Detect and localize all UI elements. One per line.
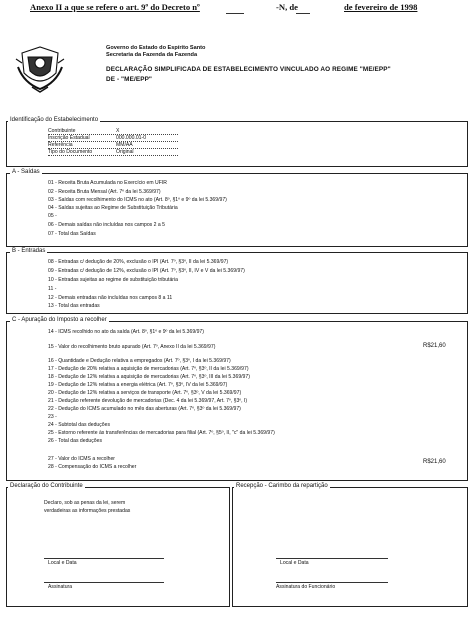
place-date-label: Local e Data: [48, 560, 77, 566]
signature-line: [44, 582, 164, 583]
field-label: Contribuinte: [48, 128, 76, 134]
section-b-title: B - Entradas: [12, 248, 46, 254]
list-item: 20 - Dedução de 12% relativa a serviços de transporte (Art. 7º, §3º, V da lei 5.369/97): [48, 390, 242, 396]
place-date-label: Local e Data: [280, 560, 309, 566]
signature-label: Assinatura do Funcionário: [276, 584, 336, 590]
annex-number: -N, de: [276, 2, 298, 12]
list-item: 03 - Saídas com recolhimento do ICMS no ato (Art. 8º, §1º e 9º da lei 5.369/97): [48, 197, 227, 203]
list-item: 23 -: [48, 414, 57, 420]
list-item: 10 - Entradas sujeitas ao regime de substituição tributária: [48, 277, 178, 283]
state-coat-of-arms-icon: [14, 43, 66, 93]
document-subtitle: DE - "ME/EPP": [106, 76, 153, 83]
list-item: 01 - Receita Bruta Acumulada no Exercício em UFIR: [48, 180, 167, 186]
dotted-line: [48, 141, 178, 142]
signature-label: Assinatura: [48, 584, 73, 590]
list-item: 28 - Compensação do ICMS a recolher: [48, 464, 137, 470]
annex-header: [30, 2, 470, 14]
list-item: 11 -: [48, 286, 57, 292]
section-a-title: A - Saídas: [12, 169, 40, 175]
signature-line: [276, 582, 388, 583]
list-item: 18 - Dedução de 12% relativa a aquisição de mercadorias (Art. 7º, §3º, III da lei 5.369/97): [48, 374, 250, 380]
list-item: 09 - Entradas c/ dedução de 12%, exclusão o IPI (Art. 7º, §3º, II, IV e V da lei 5.369/97): [48, 268, 245, 274]
receipt-title: Recepção - Carimbo da repartição: [236, 483, 328, 489]
list-item: 05 -: [48, 213, 57, 219]
list-item: 17 - Dedução de 20% relativa a aquisição de mercadorias (Art. 7º, §3º, II da lei 5.369/97): [48, 366, 249, 372]
blank-line: [226, 13, 244, 14]
receipt-box: [232, 487, 468, 607]
document-title: DECLARAÇÃO SIMPLIFICADA DE ESTABELECIMENTO VINCULADO AO REGIME "ME/EPP": [106, 66, 391, 73]
list-item: 08 - Entradas c/ dedução de 20%, exclusão o IPI (Art. 7º, §3º, II da lei 5.369/97): [48, 259, 229, 265]
list-item: 14 - ICMS recolhido no ato da saída (Art. 8º, §1º e 9º da lei 5.369/97): [48, 329, 204, 335]
list-item: 16 - Quantidade e Dedução relativa a empregados (Art. 7º, §3º, I da lei 5.369/97): [48, 358, 231, 364]
government-name: Governo do Estado do Espírito Santo: [106, 45, 206, 51]
list-item: 15 - Valor do recolhimento bruto apurado (Art. 7º, Anexo II da lei 5.369/97): [48, 344, 216, 350]
list-item: 25 - Estorno referente às transferências de mercadorias para filial (Art. 7º, §5º, II, "c" da lei 5.369/97): [48, 430, 275, 436]
identification-title: Identificação do Estabelecimento: [10, 117, 99, 123]
declaration-text: Declaro, sob as penas da lei, serem: [44, 500, 126, 506]
field-value: 000.000.01-0: [116, 135, 147, 141]
list-item: 06 - Demais saídas não incluídas nos campos 2 a 5: [48, 222, 165, 228]
list-item: 13 - Total das entradas: [48, 303, 100, 309]
secretariat-name: Secretaria da Fazenda da Fazenda: [106, 52, 198, 58]
field-value: MM/AA: [116, 142, 133, 148]
blank-line: [296, 13, 310, 14]
list-item: 24 - Subtotal das deduções: [48, 422, 111, 428]
field-label: Inscrição Estadual: [48, 135, 90, 141]
field-label: Tipo do Documento: [48, 149, 93, 155]
signature-line: [276, 558, 388, 559]
declaration-text: verdadeiras as informações prestadas: [44, 508, 131, 514]
icms-gross-value: R$21,60: [423, 343, 446, 349]
list-item: 04 - Saídas sujeitas ao Regime de Substituição Tributária: [48, 205, 178, 211]
dotted-line: [48, 148, 178, 149]
dotted-line: [48, 155, 178, 156]
field-value: X: [116, 128, 120, 134]
declaration-title: Declaração do Contribuinte: [10, 483, 83, 489]
list-item: 22 - Dedução do ICMS acumulado no mês das aberturas (Art. 7º, §3º da lei 5.369/97): [48, 406, 241, 412]
dotted-line: [48, 134, 178, 135]
annex-reference: Anexo II a que se refere o art. 9º do Decreto nº: [30, 2, 200, 12]
list-item: 26 - Total das deduções: [48, 438, 102, 444]
signature-line: [44, 558, 164, 559]
annex-date: de fevereiro de 1998: [344, 2, 418, 12]
section-c-title: C - Apuração do Imposto a recolher: [12, 317, 107, 323]
list-item: 21 - Dedução referente devolução de mercadorias (Dec. 4 da lei 5.369/97, Art. 7º, §3º, I): [48, 398, 248, 404]
list-item: 19 - Dedução de 12% relativa a energia elétrica (Art. 7º, §3º, IV da lei 5.369/97): [48, 382, 228, 388]
icms-due-value: R$21,60: [423, 459, 446, 465]
list-item: 27 - Valor do ICMS a recolher: [48, 456, 116, 462]
field-value: Original: [116, 149, 134, 155]
list-item: 12 - Demais entradas não incluídas nos campos 8 a 11: [48, 295, 173, 301]
field-label: Referência: [48, 142, 73, 148]
list-item: 02 - Receita Bruta Mensal (Art. 7º da lei 5.369/97): [48, 189, 161, 195]
list-item: 07 - Total das Saídas: [48, 231, 96, 237]
